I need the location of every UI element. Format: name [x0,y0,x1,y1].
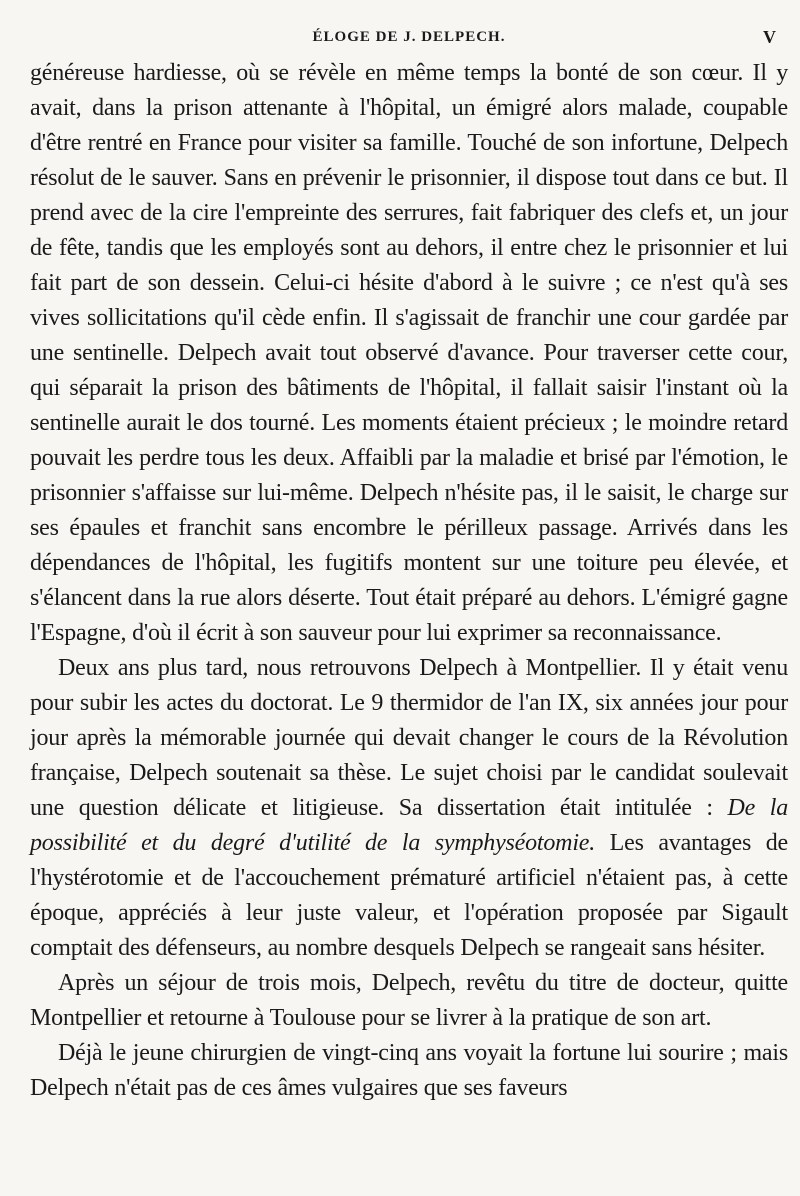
body-text [30,56,788,1106]
paragraph-continuation: généreuse hardiesse, où se révèle en même temps la bonté de son cœur. Il y avait, dans la prison attenante à l'hôpital, un émigré alors malade, coupable d'être rentré en France pour visiter sa famille. Touché de son infortune, Delpech résolut de le sauver. Sans en prévenir le prisonnier, il dispose tout dans ce but. Il prend avec de la cire l'empreinte des serrures, fait fabriquer des clefs et, un jour de fête, tandis que les employés sont au dehors, il entre chez le prisonnier et lui fait part de son dessein. Celui-ci hésite d'abord à le suivre ; ce n'est qu'à ses vives sollicitations qu'il cède enfin. Il s'agissait de franchir une cour gardée par une sentinelle. Delpech avait tout observé d'avance. Pour traverser cette cour, qui séparait la prison des bâtiments de l'hôpital, il fallait saisir l'instant où la sentinelle aurait le dos tourné. Les moments étaient précieux ; le moindre retard pouvait les perdre tous les deux. Affaibli par la maladie et brisé par l'émotion, le prisonnier s'affaisse sur lui-même. Delpech n'hésite pas, il le saisit, le charge sur ses épaules et franchit sans encombre le périlleux passage. Arrivés dans les dépendances de l'hôpital, les fugitifs montent sur une toiture peu élevée, et s'élancent dans la rue alors déserte. Tout était préparé au dehors. L'émigré gagne l'Espagne, d'où il écrit à son sauveur pour lui exprimer sa reconnaissance. [30,60,788,646]
thesis-title: De la possibilité et du degré d'utilité de la symphyséotomie. [30,795,789,856]
paragraph-text: Deux ans plus tard, nous retrouvons Delpech à Montpellier. Il y était venu pour subir les actes du doctorat. Le 9 thermidor de l'an IX, six années jour pour jour après la mémorable journée qui devait changer le cours de la Révolution française, Delpech soutenait sa thèse. Le sujet choisi par le candidat soulevait une question délicate et litigieuse. Sa dissertation était intitulée : [30,655,788,821]
paragraph-text: Les avantages de l'hystérotomie et de l'accouchement prématuré artificiel n'étaient pas, à cette époque, appréciés à leur juste valeur, et l'opération proposée par Sigault comptait des défenseurs, au nombre desquels Delpech se rangeait sans hésiter. [30,830,788,961]
paragraph-fortune: Déjà le jeune chirurgien de vingt-cinq ans voyait la fortune lui sourire ; mais Delpech n'était pas de ces âmes vulgaires que ses faveurs [30,1040,788,1101]
running-title: ÉLOGE DE J. DELPECH. [312,29,506,45]
running-head [30,0,788,56]
page-number: V [763,27,776,47]
paragraph-montpellier [30,651,788,966]
paragraph-toulouse: Après un séjour de trois mois, Delpech, revêtu du titre de docteur, quitte Montpellier et retourne à Toulouse pour se livrer à la pratique de son art. [30,970,788,1031]
